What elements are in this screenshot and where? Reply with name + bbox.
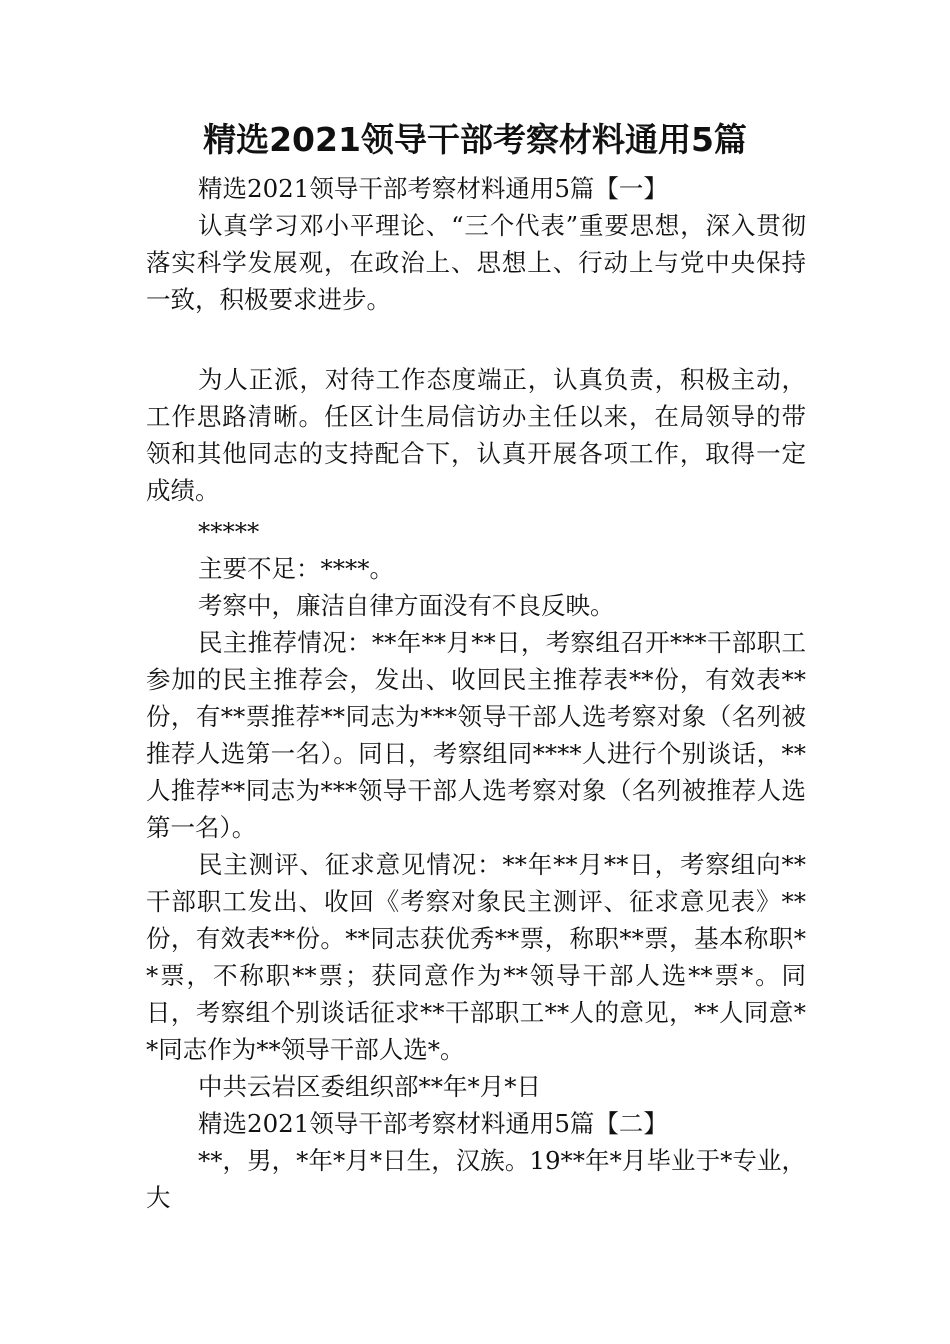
paragraph: 民主推荐情况：**年**月**日，考察组召开***干部职工参加的民主推荐会，发出、收回民主推荐表**份，有效表**份，有**票推荐**同志为***领导干部人选考察对象（名列被推荐人选第一名）。同日，考察组同****人进行个别谈话，**人推荐**同志为***领导干部人选考察对象（名列被推荐人选第一名）。 (146, 628, 806, 842)
paragraph: 认真学习邓小平理论、“三个代表”重要思想，深入贯彻落实科学发展观，在政治上、思想上、行动上与党中央保持一致，积极要求进步。 (146, 211, 806, 314)
paragraph: 考察中，廉洁自律方面没有不良反映。 (198, 591, 615, 620)
paragraph: 主要不足：****。 (198, 554, 394, 583)
document-body (146, 170, 806, 1216)
paragraph: ***** (198, 517, 260, 546)
paragraph: **，男，*年*月*日生，汉族。19**年*月毕业于*专业，大 (146, 1146, 806, 1212)
document-title: 精选2021领导干部考察材料通用5篇 (203, 120, 747, 159)
section-heading-1: 精选2021领导干部考察材料通用5篇【一】 (198, 174, 668, 203)
paragraph: 民主测评、征求意见情况：**年**月**日，考察组向**干部职工发出、收回《考察对象民主测评、征求意见表》**份，有效表**份。**同志获优秀**票，称职**票，基本称职**票，不称职**票；获同意作为**领导干部人选**票*。同日，考察组个别谈话征求**干部职工**人的意见，**人同意**同志作为**领导干部人选*。 (146, 850, 806, 1064)
section-heading-2: 精选2021领导干部考察材料通用5篇【二】 (198, 1109, 668, 1138)
paragraph: 为人正派，对待工作态度端正，认真负责，积极主动，工作思路清晰。任区计生局信访办主任以来，在局领导的带领和其他同志的支持配合下，认真开展各项工作，取得一定成绩。 (146, 365, 806, 505)
blank-line (146, 318, 806, 361)
signature-line: 中共云岩区委组织部**年*月*日 (198, 1072, 541, 1101)
